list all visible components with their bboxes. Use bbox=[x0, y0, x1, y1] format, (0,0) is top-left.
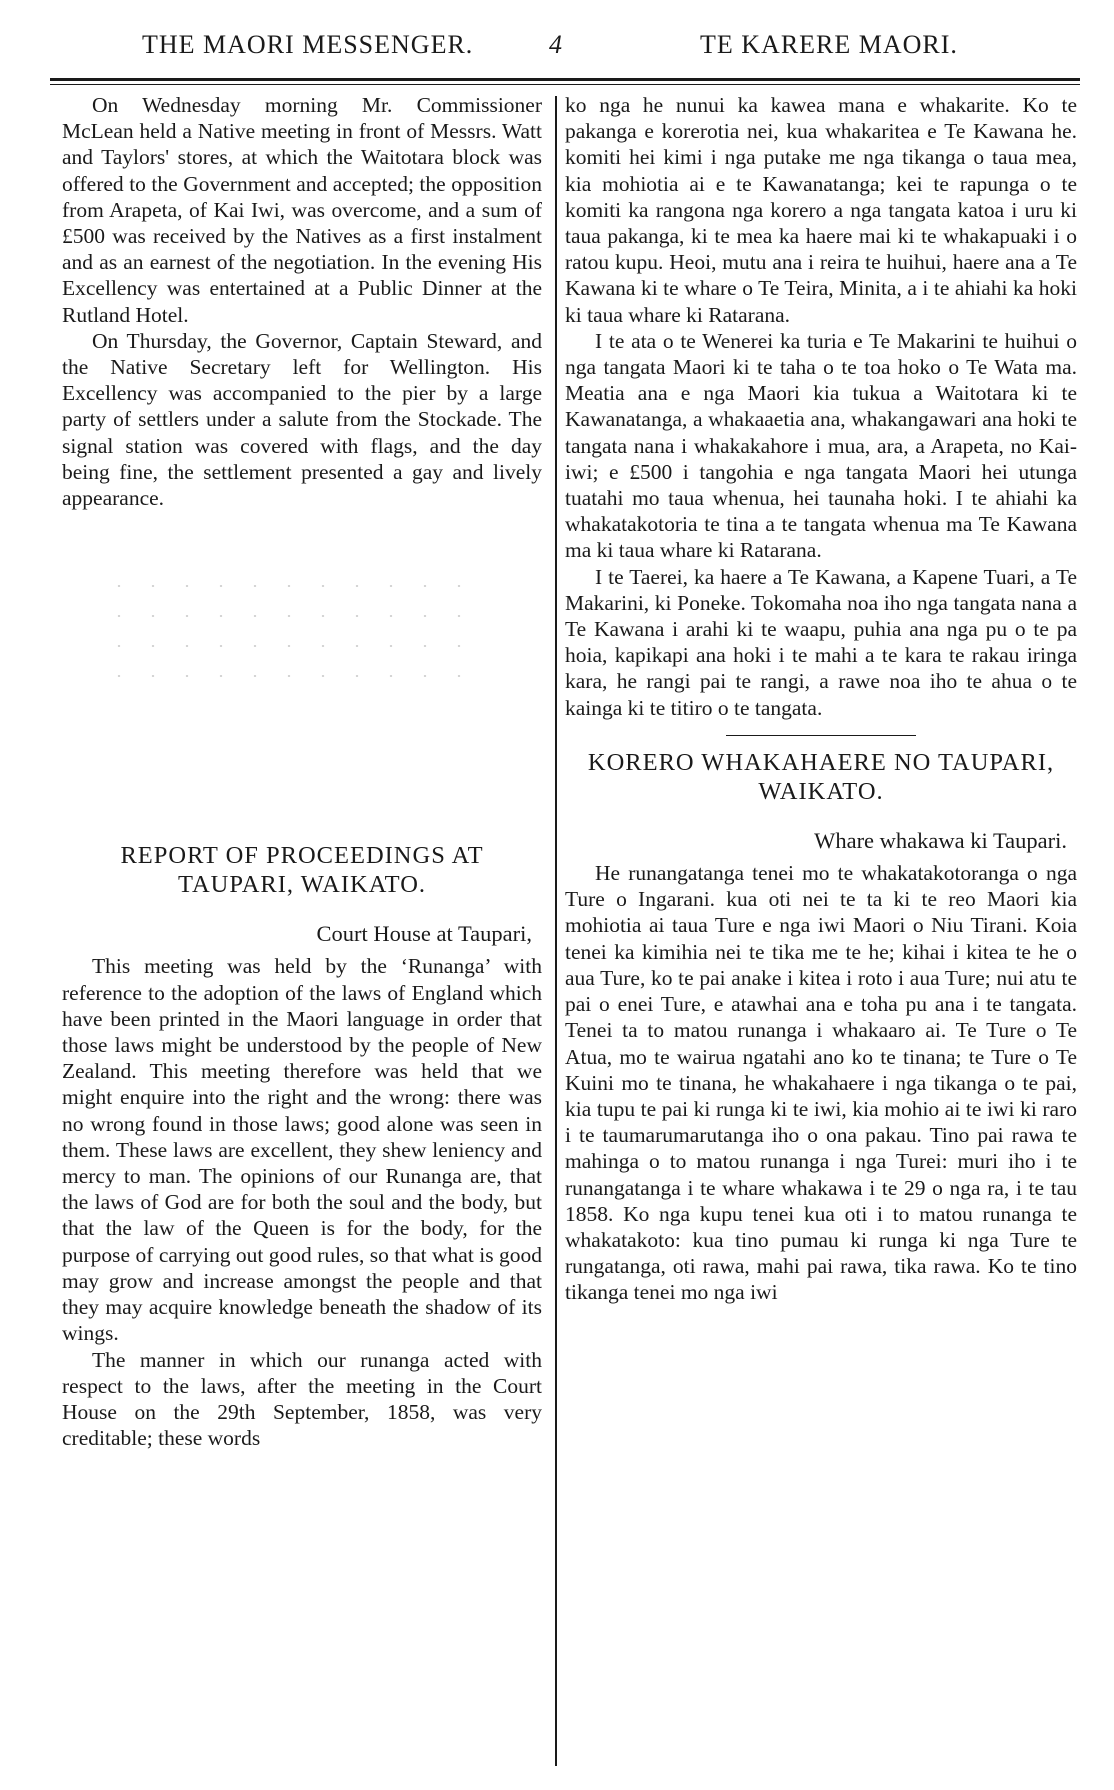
print-speckle bbox=[102, 571, 462, 691]
maori-place-line: Whare whakawa ki Taupari. bbox=[814, 827, 1067, 853]
english-column bbox=[62, 92, 542, 1451]
maori-column bbox=[565, 92, 1077, 1306]
masthead bbox=[0, 0, 1114, 70]
masthead-rule-thin bbox=[50, 84, 1080, 85]
english-place-line: Court House at Taupari, bbox=[316, 921, 532, 947]
english-paragraph-thursday: On Thursday, the Governor, Captain Steward, and the Native Secretary left for Wellington. His Excellency was accompanied to the pier by a large party of settlers under a salute from the Stockade. The signal station was covered with flags, and the day being fine, the settlement presented a gay and lively appearance. bbox=[62, 328, 542, 511]
maori-paragraph-wenerei: I te ata o te Wenerei ka turia e Te Makarini te huihui o nga tangata Maori ki te taha o te toa hoko o Te Wata ma. Meatia ana e nga Maori kia tukua a Waitotara ki te Kawanatanga, a whakaaetia ana, whakangawari ana hoki te tangata nana i whakakahore i mua, ara, a Arapeta, no Kai-iwi; e £500 i tangohia e nga tangata Maori hei utunga tuatahi mo taua whenua, hei taunaha hoki. I te ahiahi ka whakatakotoria te tina a te tangata whenua ma Te Kawana ma ki taua whare ki Ratarana. bbox=[565, 328, 1077, 563]
maori-heading: KORERO WHAKAHAERE NO TAUPARI, WAIKATO. bbox=[587, 748, 1055, 805]
page-number: 4 bbox=[549, 30, 563, 59]
maori-paragraph-runanga: He runangatanga tenei mo te whakatakotoranga o nga Ture o Ingarani. kua oti nei te ta ki te reo Maori kia mohiotia ai taua Ture e nga iwi Maori o Niu Tirani. Koia tenei ka kimihia nei te tika me te he; kihai i kitea te he o aua Ture, ko te pai anake i kitea i roto i aua Ture; nui atu te pai o enei Ture, e atawhai ana e toha pu ana i te tangata. Tenei ta to matou runanga i whakaaro ai. Te Ture o Te Atua, mo te wairua ngatahi ano ko te tinana; te Ture o Te Kuini mo te tinana, he whakahaere i nga tikanga o te pai, kia tupu te pai ki runga ki te iwi, kia mohio ai te iwi ki raro i te taumarumarutanga iho o ona pakau. Tino pai rawa te mahinga o to matou runanga i nga Turei: muri iho i te runangatanga i te whare whakawa i te 29 o nga ra, i te tau 1858. Ko nga kupu tenei kua oti i to matou runanga te whakatakoto: kua tino pumau ki runga ki nga Ture te rungatanga, oti rawa, mahi pai rawa, tika rawa. Ko te tino tikanga tenei mo nga iwi bbox=[565, 861, 1077, 1305]
english-paragraph-wednesday: On Wednesday morning Mr. Commissioner McLean held a Native meeting in front of Messrs. Watt and Taylors' stores, at which the Waitotara block was offered to the Government and accepted; the opposition from Arapeta, of Kai Iwi, was overcome, and a sum of £500 was received by the Natives as a first instalment and as an earnest of the negotiation. In the evening His Excellency was entertained at a Public Dinner at the Rutland Hotel. bbox=[62, 93, 542, 327]
masthead-title-english: THE MAORI MESSENGER. bbox=[142, 30, 474, 59]
column-divider bbox=[555, 96, 557, 1766]
section-separator bbox=[726, 735, 916, 736]
maori-paragraph-taerei: I te Taerei, ka haere a Te Kawana, a Kapene Tuari, a Te Makarini, ki Poneke. Tokomaha noa iho nga tangata nana a Te Kawana i arahi ki te waapu, puhia ana nga pu o te pa hoia, kapikapi ana hoki i te mahi a te kara te rakau iringa kara, he rangi pai te rangi, a rawe noa iho te ahua o te kainga ki te titiro o te tangata. bbox=[565, 564, 1077, 720]
maori-paragraph-continued: ko nga he nunui ka kawea mana e whakarite. Ko te pakanga e korerotia nei, kua whakaritea e Te Kawana he. komiti hei kimi i nga putake me nga tikanga o taua mea, kia mohiotia ai e te Kawanatanga; kei te rapunga o te komiti ka rangona nga korero a nga tangata katoa i uru ki taua pakanga, ki te mea ka haere mai ki te whakapuaki i o ratou kupu. Heoi, mutu ana i reira te huihui, haere ana a Te Kawana ki te whare o Te Teira, Minita, a i te ahiahi ka hoki ki taua whare ki Ratarana. bbox=[565, 93, 1077, 327]
english-paragraph-manner: The manner in which our runanga acted with respect to the laws, after the meeting in the Court House on the 29th September, 1858, was very creditable; these words bbox=[62, 1347, 542, 1451]
masthead-title-maori: TE KARERE MAORI. bbox=[700, 30, 958, 59]
blank-space bbox=[62, 511, 542, 841]
english-heading: REPORT OF PROCEEDINGS AT TAUPARI, WAIKATO. bbox=[120, 842, 484, 899]
masthead-rule bbox=[50, 78, 1080, 81]
english-paragraph-meeting: This meeting was held by the ‘Runanga’ with reference to the adoption of the laws of England which have been printed in the Maori language in order that those laws might be understood by the people of New Zealand. This meeting therefore was held that we might enquire into the right and the wrong: there was no wrong found in those laws; good alone was seen in them. These laws are excellent, they shew leniency and mercy to man. The opinions of our Runanga are, that the laws of God are for both the soul and the body, but that the law of the Queen is for the body, for the purpose of carrying out good rules, so that what is good may grow and increase amongst the people and that they may acquire knowledge beneath the shadow of its wings. bbox=[62, 954, 542, 1346]
